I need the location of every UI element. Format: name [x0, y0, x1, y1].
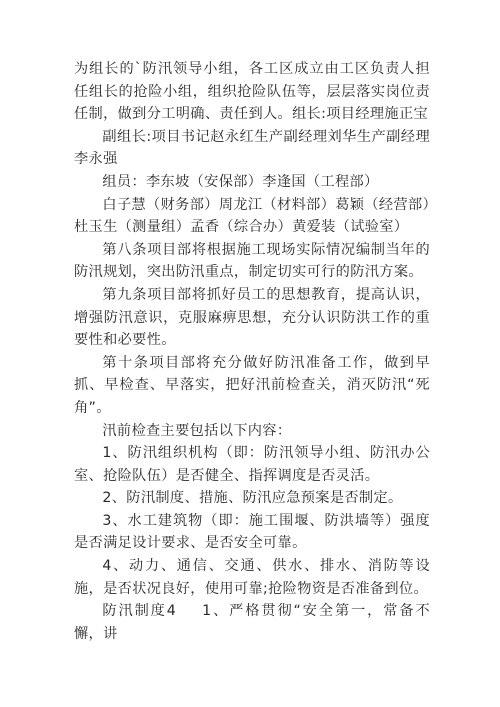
paragraph: 组员：李东坡（安保部）李逢国（工程部）	[102, 173, 379, 190]
paragraph: 副组长:项目书记赵永红生产副经理刘华生产副经理李永强	[74, 128, 430, 168]
document-body	[74, 58, 430, 645]
paragraph: 第八条项目部将根据施工现场实际情况编制当年的防汛规划，突出防汛重点，制定切实可行的防汛方案。	[74, 241, 430, 281]
paragraph: 4、动力、通信、交通、供水、排水、消防等设施，是否状况良好，使用可靠;抢险物资是否准备到位。	[74, 558, 430, 597]
paragraph: 1、防汛组织机构（即：防汛领导小组、防汛办公室、抢险队伍）是否健全、指挥调度是否灵活。	[74, 445, 430, 484]
paragraph: 3、水工建筑物（即：施工围堰、防洪墙等）强度是否满足设计要求、是否安全可靠。	[74, 512, 430, 552]
paragraph: 白子慧（财务部）周龙江（材料部）葛颖（经营部）杜玉生（测量组）孟香（综合办）黄爱装（试验室）	[74, 196, 430, 236]
paragraph: 第九条项目部将抓好员工的思想教育，提高认识，增强防汛意识，克服麻痹思想，充分认识防洪工作的重要性和必要性。	[74, 286, 430, 349]
paragraph: 2、防汛制度、措施、防汛应急预案是否制定。	[102, 490, 403, 507]
paragraph: 第十条项目部将充分做好防汛准备工作，做到早抓、早检查、早落实，把好汛前检查关，消灭防汛“死角”。	[74, 354, 430, 416]
last-line	[74, 600, 430, 645]
paragraph: 为组长的`防汛领导小组，各工区成立由工区负责人担任组长的抢险小组，组织抢险队伍等，层层落实岗位责任制，做到分工明确、责任到人。组长:项目经理施正宝	[74, 61, 430, 123]
section-heading: 防汛制度4	[102, 603, 177, 620]
paragraph-start: 1、严格贯彻“安全第一，常备不懈，讲	[74, 603, 430, 642]
paragraph: 汛前检查主要包括以下内容：	[102, 422, 292, 439]
